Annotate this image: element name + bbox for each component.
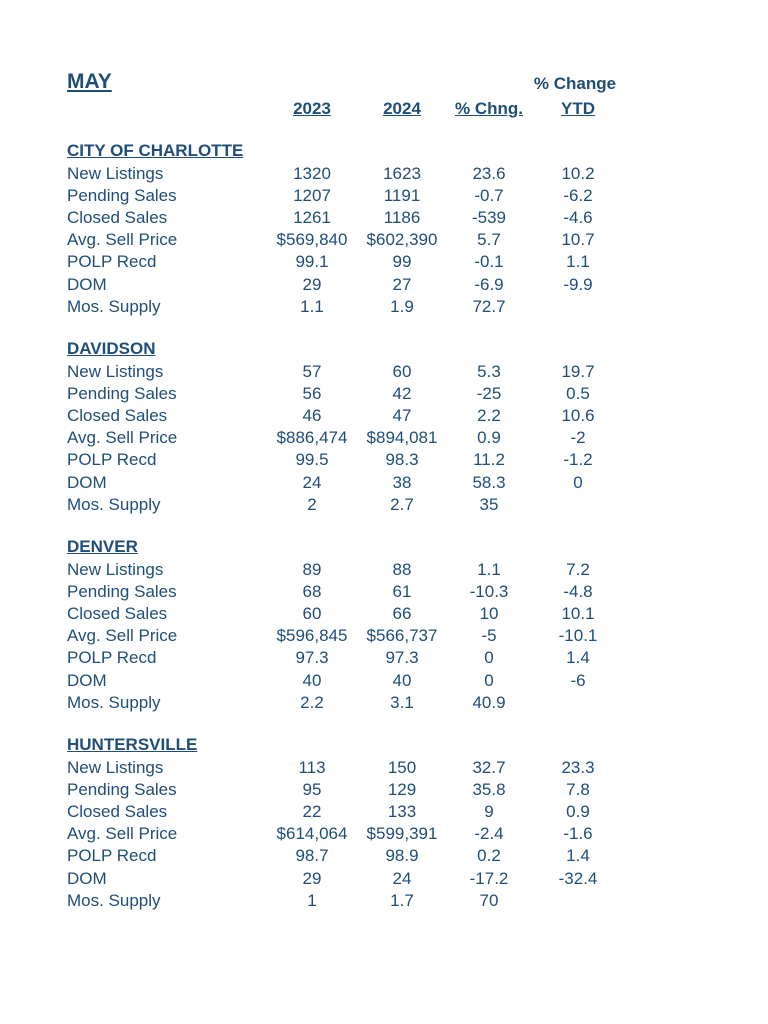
table-row: [0, 582, 768, 604]
cell-pct-change: -0.1: [474, 252, 504, 272]
table-row: [0, 802, 768, 824]
cell-2024: 98.3: [385, 450, 419, 470]
row-label: Closed Sales: [67, 208, 168, 228]
table-row: [0, 891, 768, 913]
cell-2024: 27: [392, 274, 412, 294]
row-label: POLP Recd: [67, 846, 157, 866]
cell-pct-change: -2.4: [474, 824, 504, 844]
cell-ytd: -4.6: [563, 208, 593, 228]
cell-2023: 24: [302, 472, 322, 492]
cell-2023: 56: [302, 384, 322, 404]
cell-pct-change: 35: [479, 494, 499, 514]
cell-2023: $614,064: [276, 824, 348, 844]
cell-pct-change: 23.6: [472, 164, 506, 183]
cell-ytd: 1.4: [566, 846, 590, 866]
cell-2023: 1: [307, 890, 317, 910]
row-label: DOM: [67, 274, 107, 294]
table-row: [0, 648, 768, 670]
cell-pct-change: 35.8: [472, 780, 506, 800]
table-row: [0, 275, 768, 297]
table-row: [0, 758, 768, 780]
row-label: DOM: [67, 868, 107, 888]
cell-pct-change: -17.2: [469, 868, 509, 888]
section-title: CITY OF CHARLOTTE: [67, 141, 244, 160]
cell-ytd: -4.8: [563, 582, 593, 602]
cell-pct-change: 32.7: [472, 758, 506, 777]
row-label: Mos. Supply: [67, 692, 161, 712]
cell-2024: $602,390: [366, 230, 438, 250]
cell-2024: 150: [387, 758, 417, 777]
cell-2024: 24: [392, 868, 412, 888]
cell-pct-change: 0.9: [477, 428, 501, 448]
cell-2023: $596,845: [276, 626, 348, 646]
cell-ytd: 0: [573, 472, 583, 492]
cell-ytd: -9.9: [563, 274, 593, 294]
column-header-ytd: YTD: [561, 99, 595, 118]
table-row: [0, 869, 768, 891]
row-label: POLP Recd: [67, 252, 157, 272]
table-row: [0, 604, 768, 626]
cell-2023: $569,840: [276, 230, 348, 250]
table-row: [0, 384, 768, 406]
cell-2024: 47: [392, 406, 412, 426]
table-row: [0, 208, 768, 230]
cell-2023: 2: [307, 494, 317, 514]
table-row: [0, 164, 768, 186]
cell-pct-change: 70: [479, 890, 499, 910]
cell-2023: 1207: [293, 186, 331, 206]
section-title: DAVIDSON: [67, 339, 156, 358]
cell-2023: 29: [302, 274, 322, 294]
row-label: New Listings: [67, 758, 164, 777]
row-label: Pending Sales: [67, 582, 177, 602]
cell-2024: 133: [387, 802, 417, 822]
cell-pct-change: 5.7: [477, 230, 501, 250]
cell-2023: 113: [298, 758, 326, 777]
cell-ytd: -6.2: [563, 186, 593, 206]
cell-ytd: 0.9: [566, 802, 590, 822]
cell-pct-change: 0: [484, 670, 494, 690]
row-label: Closed Sales: [67, 802, 168, 822]
cell-2024: 38: [392, 472, 412, 492]
column-header-row: [0, 99, 768, 121]
row-label: New Listings: [67, 164, 164, 183]
cell-2023: 40: [302, 670, 322, 690]
row-label: POLP Recd: [67, 648, 157, 668]
cell-pct-change: -6.9: [474, 274, 504, 294]
cell-ytd: 10.6: [561, 406, 595, 426]
cell-2024: 3.1: [390, 692, 414, 712]
row-label: Avg. Sell Price: [67, 230, 178, 250]
cell-2023: 46: [302, 406, 322, 426]
cell-2024: 42: [392, 384, 412, 404]
row-label: Mos. Supply: [67, 296, 161, 316]
cell-2024: $599,391: [366, 824, 438, 844]
cell-2024: $894,081: [366, 428, 438, 448]
table-row: [0, 495, 768, 517]
cell-pct-change: 0: [484, 648, 494, 668]
cell-2024: 61: [392, 582, 412, 602]
table-row: [0, 473, 768, 495]
row-label: DOM: [67, 670, 107, 690]
table-row: [0, 297, 768, 319]
cell-2023: 98.7: [295, 846, 329, 866]
cell-pct-change: -10.3: [469, 582, 509, 602]
row-label: Pending Sales: [67, 384, 177, 404]
cell-2023: 1320: [293, 164, 331, 183]
table-row: [0, 186, 768, 208]
cell-2023: $886,474: [276, 428, 348, 448]
cell-pct-change: 10: [479, 604, 499, 624]
cell-2024: $566,737: [366, 626, 438, 646]
cell-ytd: 1.4: [566, 648, 590, 668]
cell-2024: 88: [392, 560, 412, 579]
row-label: Avg. Sell Price: [67, 824, 178, 844]
column-header-2023: 2023: [293, 99, 331, 118]
row-label: Mos. Supply: [67, 494, 161, 514]
cell-ytd: 23.3: [561, 758, 595, 777]
cell-ytd: 7.8: [566, 780, 590, 800]
row-label: Pending Sales: [67, 186, 177, 206]
cell-2023: 60: [302, 604, 322, 624]
cell-2024: 98.9: [385, 846, 419, 866]
cell-ytd: 10.2: [561, 164, 595, 183]
cell-2023: 99.1: [295, 252, 329, 272]
cell-ytd: -32.4: [558, 868, 598, 888]
cell-pct-change: 9: [484, 802, 494, 822]
table-row: [0, 780, 768, 802]
table-row: [0, 626, 768, 648]
column-header-2024: 2024: [383, 99, 421, 118]
cell-2024: 1.9: [390, 296, 414, 316]
row-label: New Listings: [67, 560, 164, 579]
cell-ytd: 10.7: [561, 230, 595, 250]
cell-2024: 1191: [383, 186, 421, 206]
cell-pct-change: -539: [471, 208, 507, 228]
column-header-pct-change: % Chng.: [455, 99, 523, 118]
table-row: [0, 693, 768, 715]
cell-pct-change: 72.7: [472, 296, 506, 316]
section-title: HUNTERSVILLE: [67, 735, 198, 754]
row-label: New Listings: [67, 362, 164, 381]
cell-ytd: -1.2: [563, 450, 593, 470]
table-row: [0, 671, 768, 693]
cell-ytd: -10.1: [558, 626, 598, 646]
cell-2023: 57: [302, 362, 322, 381]
cell-2023: 89: [302, 560, 322, 579]
cell-2023: 1261: [293, 208, 331, 228]
cell-ytd: 7.2: [566, 560, 590, 579]
cell-2024: 97.3: [385, 648, 419, 668]
table-row: [0, 406, 768, 428]
cell-pct-change: 0.2: [477, 846, 501, 866]
cell-2024: 40: [392, 670, 412, 690]
cell-2023: 1.1: [300, 296, 324, 316]
table-row: [0, 560, 768, 582]
cell-2023: 97.3: [295, 648, 329, 668]
cell-ytd: -2: [570, 428, 586, 448]
cell-2024: 60: [392, 362, 412, 381]
table-row: [0, 450, 768, 472]
section-title: DENVER: [67, 537, 138, 556]
table-row: [0, 846, 768, 868]
cell-ytd: 0.5: [566, 384, 590, 404]
cell-2023: 99.5: [295, 450, 329, 470]
cell-2023: 22: [302, 802, 322, 822]
cell-ytd: 19.7: [561, 362, 595, 381]
ytd-header-top: % Change: [533, 74, 617, 93]
row-label: POLP Recd: [67, 450, 157, 470]
cell-2024: 99: [392, 252, 412, 272]
row-label: DOM: [67, 472, 107, 492]
table-row: [0, 362, 768, 384]
cell-pct-change: 2.2: [477, 406, 501, 426]
cell-pct-change: -0.7: [474, 186, 504, 206]
cell-ytd: 10.1: [561, 604, 595, 624]
cell-2023: 29: [302, 868, 322, 888]
cell-pct-change: 58.3: [472, 472, 506, 492]
row-label: Mos. Supply: [67, 890, 161, 910]
cell-2023: 95: [302, 780, 322, 800]
cell-2024: 66: [392, 604, 412, 624]
cell-pct-change: 1.1: [477, 560, 501, 579]
row-label: Closed Sales: [67, 406, 168, 426]
cell-ytd: 1.1: [566, 252, 590, 272]
cell-pct-change: -5: [481, 626, 497, 646]
report-month-title: MAY: [67, 70, 112, 93]
cell-pct-change: 5.3: [477, 362, 501, 381]
cell-2024: 129: [387, 780, 417, 800]
row-label: Avg. Sell Price: [67, 428, 178, 448]
row-label: Avg. Sell Price: [67, 626, 178, 646]
table-row: [0, 824, 768, 846]
cell-pct-change: 40.9: [472, 692, 506, 712]
row-label: Closed Sales: [67, 604, 168, 624]
row-label: Pending Sales: [67, 780, 177, 800]
cell-ytd: -1.6: [563, 824, 593, 844]
cell-pct-change: 11.2: [473, 450, 505, 470]
cell-2023: 2.2: [300, 692, 324, 712]
cell-2023: 68: [302, 582, 322, 602]
cell-2024: 1623: [383, 164, 421, 183]
table-row: [0, 428, 768, 450]
cell-ytd: -6: [570, 670, 586, 690]
cell-2024: 1.7: [390, 890, 414, 910]
table-row: [0, 252, 768, 274]
table-row: [0, 230, 768, 252]
cell-pct-change: -25: [476, 384, 502, 404]
cell-2024: 1186: [383, 208, 421, 228]
cell-2024: 2.7: [390, 494, 414, 514]
